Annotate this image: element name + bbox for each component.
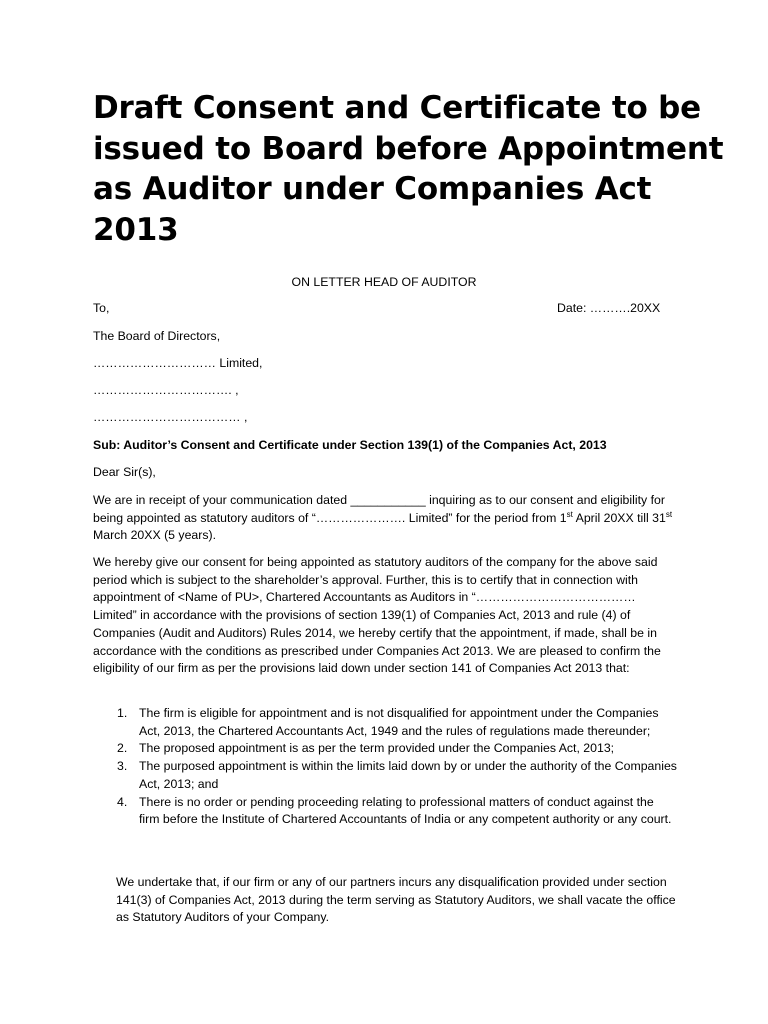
- list-number: 1.: [117, 706, 128, 720]
- paragraph-receipt: [93, 492, 677, 545]
- date-field: Date: ……….20XX: [557, 301, 661, 315]
- to-label: To,: [93, 301, 110, 315]
- addressee-board: The Board of Directors,: [93, 329, 221, 343]
- list-item: [93, 740, 677, 758]
- paragraph-receipt-c: March 20XX (5 years).: [93, 528, 217, 543]
- list-item: [93, 794, 677, 829]
- list-number: 4.: [117, 794, 128, 809]
- conditions-list: [93, 705, 677, 829]
- ordinal-suffix: st: [566, 509, 573, 519]
- paragraph-undertaking: We undertake that, if our firm or any of our partners incurs any disqualification provided under section 141(3) of Companies Act, 2013 during the term serving as Statutory Auditors, we shall vacate the office as Statutory Auditors of your Company.: [116, 875, 676, 925]
- list-item-text: There is no order or pending proceeding relating to professional matters of conduct against the firm before the Institute of Chartered Accountants of India or any competent authority or any court.: [139, 794, 672, 827]
- paragraph-receipt-b: April 20XX till 31: [572, 510, 666, 525]
- list-item-text: The purposed appointment is within the limits laid down by or under the authority of the Companies Act, 2013; and: [139, 759, 677, 791]
- list-item: [93, 758, 677, 793]
- addressee-address-1: ……………………………. ,: [93, 383, 239, 397]
- list-item: [93, 705, 677, 740]
- ordinal-suffix: st: [665, 509, 673, 519]
- salutation: Dear Sir(s),: [93, 465, 156, 479]
- subject-line: Sub: Auditor’s Consent and Certificate under Section 139(1) of the Companies Act, 2013: [93, 438, 607, 452]
- paragraph-receipt-a: We are in receipt of your communication dated ___________ inquiring as to our consent and eligibility for being appointed as statutory auditors of “…………………. Limited” for the period from 1: [93, 493, 665, 525]
- addressee-company: ………………………… Limited,: [93, 356, 263, 370]
- paragraph-consent: We hereby give our consent for being appointed as statutory auditors of the company for the above said period which is subject to the shareholder’s approval. Further, this is to certify that in connection with appointment of <Name of PU>, Chartered Accountants as Auditors in “………………………………… Limited” in accordance with the provisions of section 139(1) of Companies Act, 2013 and rule (4) of Companies (Audit and Auditors) Rules 2014, we hereby certify that the appointment, if made, shall be in accordance with the conditions as prescribed under Companies Act 2013. We are pleased to confirm the eligibility of our firm as per the provisions laid down under section 141 of Companies Act 2013 that:: [93, 555, 661, 676]
- list-number: 2.: [117, 741, 128, 756]
- list-item-text: The firm is eligible for appointment and is not disqualified for appointment under the Companies Act, 2013, the Chartered Accountants Act, 1949 and the rules of regulations made thereunder;: [139, 706, 659, 738]
- document-title: Draft Consent and Certificate to be issued to Board before Appointment as Auditor under Companies Act 2013: [93, 90, 724, 248]
- list-number: 3.: [117, 759, 128, 774]
- letterhead-note: ON LETTER HEAD OF AUDITOR: [291, 275, 477, 289]
- addressee-address-2: ……………………………… ,: [93, 410, 248, 424]
- list-item-text: The proposed appointment is as per the term provided under the Companies Act, 2013;: [139, 741, 615, 756]
